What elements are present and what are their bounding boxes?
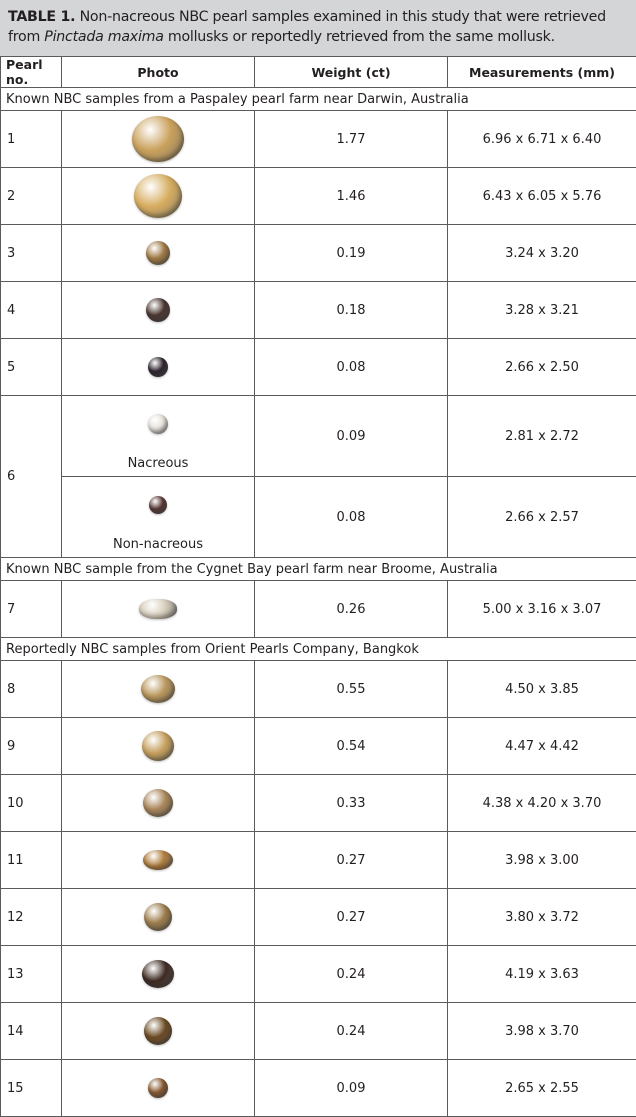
table-caption [0,0,636,56]
measurements-value: 2.65 x 2.55 [448,1060,636,1117]
pearl-number: 13 [1,946,62,1003]
pearl-photo [142,731,174,761]
table-label: TABLE 1. [8,9,76,25]
weight-value: 0.09 [255,396,448,477]
pearl-photo [141,675,175,703]
photo-cell [62,396,255,477]
section-row [1,638,636,661]
pearl-photo [144,1017,172,1045]
header-row [1,57,636,88]
measurements-value: 2.66 x 2.50 [448,339,636,396]
weight-value: 0.08 [255,477,448,558]
table-row [1,282,636,339]
pearl-photo [148,414,168,434]
measurements-value: 3.24 x 3.20 [448,225,636,282]
measurements-value: 5.00 x 3.16 x 3.07 [448,581,636,638]
measurements-value: 4.47 x 4.42 [448,718,636,775]
caption-species: Pinctada maxima [44,29,164,45]
measurements-value: 3.98 x 3.00 [448,832,636,889]
pearl-number: 8 [1,661,62,718]
measurements-value: 3.98 x 3.70 [448,1003,636,1060]
table-row [1,889,636,946]
header-weight: Weight (ct) [255,57,448,88]
table-row [1,1060,636,1117]
photo-cell [62,1060,255,1117]
photo-label: Nacreous [127,456,189,471]
pearl-photo [139,599,177,619]
weight-value: 0.55 [255,661,448,718]
pearl-photo [132,116,184,162]
table-row [1,581,636,638]
pearl-number: 6 [1,396,62,558]
photo-cell [62,225,255,282]
measurements-value: 3.28 x 3.21 [448,282,636,339]
caption-text-1: Non-nacreous NBC pearl samples examined in this study that were retrieved from [8,9,606,45]
pearl-photo [134,174,182,218]
table-row [1,1003,636,1060]
weight-value: 1.46 [255,168,448,225]
section-heading: Reportedly NBC samples from Orient Pearls Company, Bangkok [1,638,636,661]
photo-cell [62,718,255,775]
section-row [1,88,636,111]
photo-cell [62,775,255,832]
weight-value: 0.18 [255,282,448,339]
pearl-photo [143,850,173,870]
weight-value: 0.09 [255,1060,448,1117]
weight-value: 0.24 [255,1003,448,1060]
photo-cell [62,1003,255,1060]
measurements-value: 6.43 x 6.05 x 5.76 [448,168,636,225]
measurements-value: 4.38 x 4.20 x 3.70 [448,775,636,832]
table-row [1,661,636,718]
pearl-number: 15 [1,1060,62,1117]
caption-text-2: mollusks or reportedly retrieved from the same mollusk. [163,29,555,45]
header-measurements: Measurements (mm) [448,57,636,88]
table-row [1,111,636,168]
header-pearl-no: Pearl no. [1,57,62,88]
photo-cell [62,168,255,225]
pearl-number: 7 [1,581,62,638]
weight-value: 0.19 [255,225,448,282]
pearl-photo [148,357,168,377]
pearl-photo [144,903,172,931]
measurements-value: 2.66 x 2.57 [448,477,636,558]
pearl-number: 11 [1,832,62,889]
pearl-photo [149,496,167,514]
weight-value: 0.26 [255,581,448,638]
weight-value: 0.33 [255,775,448,832]
table-row [1,718,636,775]
table-row [1,832,636,889]
photo-cell [62,661,255,718]
section-heading: Known NBC samples from a Paspaley pearl farm near Darwin, Australia [1,88,636,111]
measurements-value: 2.81 x 2.72 [448,396,636,477]
pearl-number: 10 [1,775,62,832]
photo-cell [62,581,255,638]
table-row [1,396,636,477]
pearl-number: 14 [1,1003,62,1060]
pearl-photo [146,241,170,265]
photo-label: Non-nacreous [113,537,203,552]
measurements-value: 6.96 x 6.71 x 6.40 [448,111,636,168]
pearl-number: 12 [1,889,62,946]
photo-cell [62,477,255,558]
table-row [1,339,636,396]
pearl-table [0,56,636,1117]
weight-value: 1.77 [255,111,448,168]
measurements-value: 3.80 x 3.72 [448,889,636,946]
table-row [1,168,636,225]
weight-value: 0.08 [255,339,448,396]
section-heading: Known NBC sample from the Cygnet Bay pearl farm near Broome, Australia [1,558,636,581]
table-row [1,946,636,1003]
photo-cell [62,832,255,889]
pearl-number: 5 [1,339,62,396]
weight-value: 0.54 [255,718,448,775]
weight-value: 0.24 [255,946,448,1003]
table-row [1,775,636,832]
photo-cell [62,946,255,1003]
measurements-value: 4.19 x 3.63 [448,946,636,1003]
pearl-number: 3 [1,225,62,282]
table-row [1,477,636,558]
pearl-photo [142,960,174,988]
photo-cell [62,889,255,946]
pearl-photo [143,789,173,817]
pearl-number: 9 [1,718,62,775]
photo-cell [62,111,255,168]
header-photo: Photo [62,57,255,88]
photo-cell [62,282,255,339]
pearl-number: 1 [1,111,62,168]
photo-cell [62,339,255,396]
pearl-number: 4 [1,282,62,339]
section-row [1,558,636,581]
weight-value: 0.27 [255,889,448,946]
measurements-value: 4.50 x 3.85 [448,661,636,718]
pearl-photo [148,1078,168,1098]
weight-value: 0.27 [255,832,448,889]
pearl-number: 2 [1,168,62,225]
table-row [1,225,636,282]
pearl-photo [146,298,170,322]
